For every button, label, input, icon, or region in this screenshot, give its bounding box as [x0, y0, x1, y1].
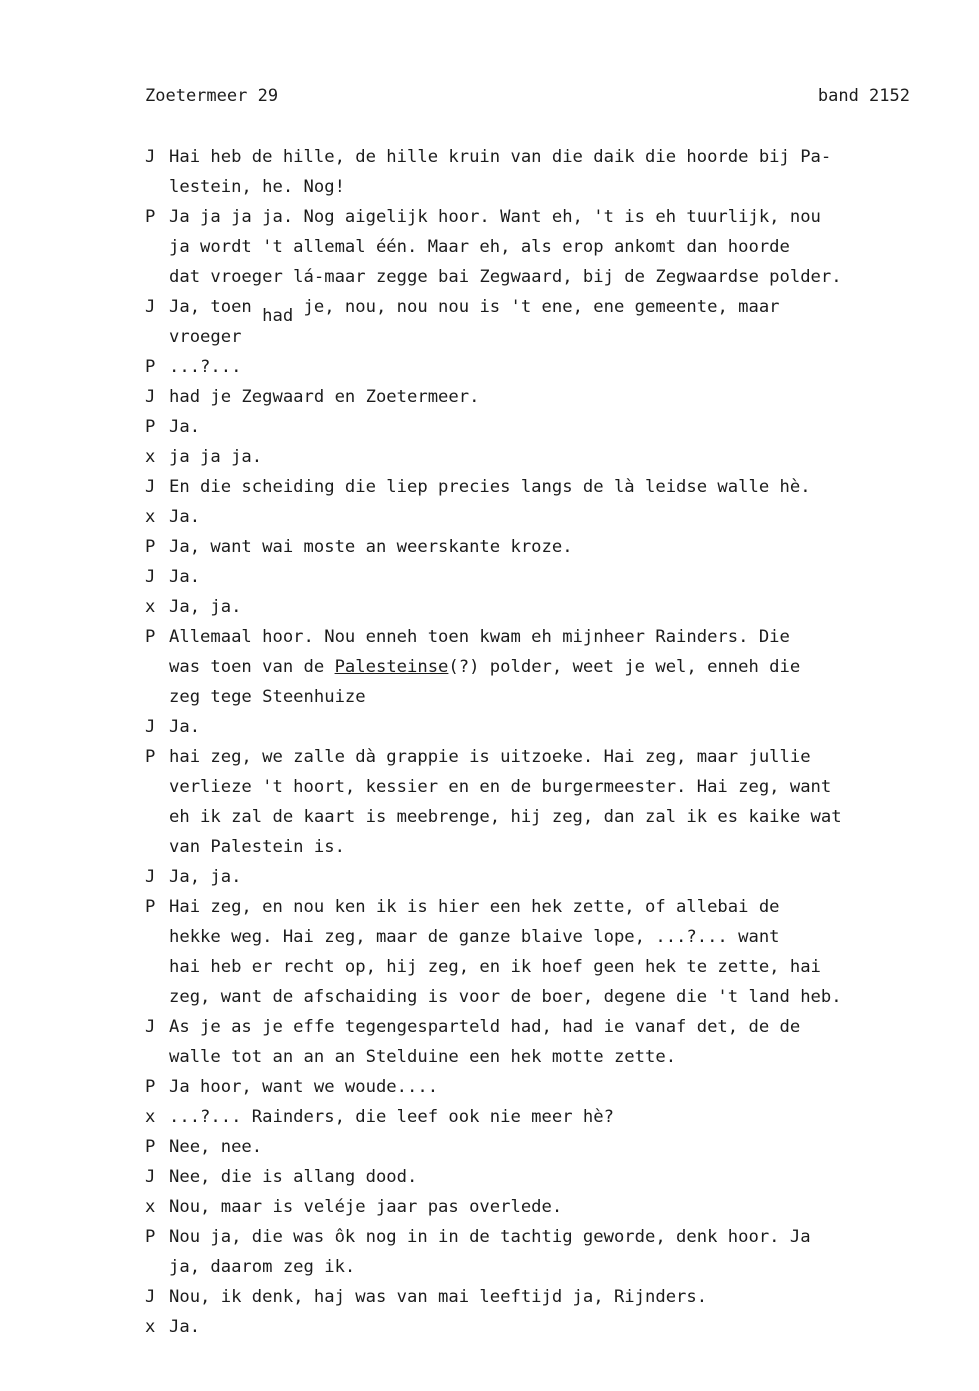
- transcript-line: [169, 652, 975, 682]
- transcript-turn: [145, 1282, 975, 1312]
- speaker-label: J: [145, 717, 156, 737]
- transcript-turn: [145, 532, 975, 562]
- transcript-line: ja, daarom zeg ik.: [169, 1257, 356, 1277]
- transcript-turn: [145, 1192, 975, 1222]
- transcript-line: As je as je effe tegengesparteld had, had ie vanaf det, de de: [169, 1017, 801, 1037]
- transcript-turn: [145, 412, 975, 442]
- speaker-label: P: [145, 537, 156, 557]
- transcript-line: Nou, ik denk, haj was van mai leeftijd ja, Rijnders.: [169, 1287, 708, 1307]
- transcript-line: Ja.: [169, 717, 201, 737]
- transcript-line: vroeger: [169, 327, 242, 347]
- transcript-line: zeg tege Steenhuize: [169, 687, 366, 707]
- transcript-line: ja wordt 't allemal één. Maar eh, als erop ankomt dan hoorde: [169, 237, 790, 257]
- transcript-turn: [145, 472, 975, 502]
- transcript-turn: [145, 1012, 975, 1072]
- header-tape-number: band 2152: [817, 86, 910, 106]
- transcript-line: ...?...: [169, 357, 242, 377]
- speaker-label: x: [145, 1107, 156, 1127]
- transcript-turn: [145, 1312, 975, 1342]
- transcript-turn: [145, 352, 975, 382]
- speaker-label: J: [145, 147, 156, 167]
- transcript-turn: [145, 442, 975, 472]
- transcript-turn: [145, 142, 975, 202]
- transcript-line: hai zeg, we zalle dà grappie is uitzoeke. Hai zeg, maar jullie: [169, 747, 811, 767]
- transcript: [145, 142, 975, 1342]
- transcript-line: Ja ja ja ja. Nog aigelijk hoor. Want eh, 't is eh tuurlijk, nou: [169, 207, 821, 227]
- transcript-turn: [145, 592, 975, 622]
- transcript-line: Ja, ja.: [169, 597, 242, 617]
- speaker-label: J: [145, 1167, 156, 1187]
- transcript-turn: [145, 1132, 975, 1162]
- speaker-label: x: [145, 507, 156, 527]
- transcript-line: Ja.: [169, 417, 201, 437]
- transcript-turn: [145, 382, 975, 412]
- speaker-label: J: [145, 1017, 156, 1037]
- transcript-line: ja ja ja.: [169, 447, 263, 467]
- transcript-line: walle tot an an an Stelduine een hek motte zette.: [169, 1047, 677, 1067]
- transcript-line: En die scheiding die liep precies langs de là leidse walle hè.: [169, 477, 811, 497]
- transcript-turn: [145, 622, 975, 712]
- transcript-line: lestein, he. Nog!: [169, 177, 345, 197]
- speaker-label: P: [145, 1227, 156, 1247]
- transcript-line: ...?... Rainders, die leef ook nie meer hè?: [169, 1107, 614, 1127]
- transcript-turn: [145, 712, 975, 742]
- transcript-line: Hai heb de hille, de hille kruin van die daik die hoorde bij Pa-: [169, 147, 832, 167]
- underlined-word: Palesteinse: [334, 657, 449, 677]
- transcript-turn: [145, 1102, 975, 1132]
- transcript-line: Nee, nee.: [169, 1137, 263, 1157]
- transcript-line: zeg, want de afschaiding is voor de boer, degene die 't land heb.: [169, 987, 842, 1007]
- transcript-line: Hai zeg, en nou ken ik is hier een hek zette, of allebai de: [169, 897, 780, 917]
- transcript-line: van Palestein is.: [169, 837, 345, 857]
- transcript-line: [169, 292, 975, 326]
- transcript-line: Ja.: [169, 567, 201, 587]
- transcript-line: hekke weg. Hai zeg, maar de ganze blaive lope, ...?... want: [169, 927, 780, 947]
- transcript-line: Nee, die is allang dood.: [169, 1167, 418, 1187]
- transcript-line: Ja, ja.: [169, 867, 242, 887]
- speaker-label: J: [145, 297, 156, 317]
- speaker-label: J: [145, 387, 156, 407]
- speaker-label: P: [145, 1137, 156, 1157]
- speaker-label: x: [145, 447, 156, 467]
- speaker-label: P: [145, 627, 156, 647]
- transcript-turn: [145, 292, 975, 352]
- speaker-label: P: [145, 207, 156, 227]
- speaker-label: J: [145, 567, 156, 587]
- transcript-turn: [145, 562, 975, 592]
- transcript-turn: [145, 502, 975, 532]
- page-header: [145, 84, 910, 108]
- transcript-line: dat vroeger lá-maar zegge bai Zegwaard, bij de Zegwaardse polder.: [169, 267, 842, 287]
- transcript-turn: [145, 742, 975, 862]
- header-location: Zoetermeer 29: [145, 86, 279, 106]
- transcript-turn: [145, 1072, 975, 1102]
- speaker-label: J: [145, 477, 156, 497]
- speaker-label: x: [145, 597, 156, 617]
- speaker-label: P: [145, 357, 156, 377]
- speaker-label: P: [145, 417, 156, 437]
- transcript-line: had je Zegwaard en Zoetermeer.: [169, 387, 480, 407]
- speaker-label: P: [145, 897, 156, 917]
- transcript-line: Ja hoor, want we woude....: [169, 1077, 439, 1097]
- speaker-label: P: [145, 747, 156, 767]
- inserted-word: had: [262, 306, 294, 326]
- speaker-label: J: [145, 867, 156, 887]
- transcript-line: Ja.: [169, 1317, 201, 1337]
- transcript-text: je, nou, nou nou is 't ene, ene gemeente, maar: [293, 297, 780, 317]
- transcript-line: Ja, want wai moste an weerskante kroze.: [169, 537, 573, 557]
- transcript-turn: [145, 1162, 975, 1192]
- transcript-turn: [145, 1222, 975, 1282]
- transcript-text: Ja, toen: [169, 297, 263, 317]
- speaker-label: P: [145, 1077, 156, 1097]
- transcript-turn: [145, 862, 975, 892]
- transcript-line: Nou, maar is veléje jaar pas overlede.: [169, 1197, 563, 1217]
- transcript-line: hai heb er recht op, hij zeg, en ik hoef geen hek te zette, hai: [169, 957, 821, 977]
- speaker-label: x: [145, 1317, 156, 1337]
- transcript-line: Allemaal hoor. Nou enneh toen kwam eh mijnheer Rainders. Die: [169, 627, 790, 647]
- transcript-text: was toen van de: [169, 657, 335, 677]
- transcript-line: Nou ja, die was ôk nog in in de tachtig geworde, denk hoor. Ja: [169, 1227, 811, 1247]
- transcript-line: eh ik zal de kaart is meebrenge, hij zeg, dan zal ik es kaike wat: [169, 807, 842, 827]
- transcript-line: Ja.: [169, 507, 201, 527]
- transcript-text: (?) polder, weet je wel, enneh die: [448, 657, 801, 677]
- transcript-line: verlieze 't hoort, kessier en en de burgermeester. Hai zeg, want: [169, 777, 832, 797]
- transcript-turn: [145, 892, 975, 1012]
- speaker-label: x: [145, 1197, 156, 1217]
- transcript-turn: [145, 202, 975, 292]
- speaker-label: J: [145, 1287, 156, 1307]
